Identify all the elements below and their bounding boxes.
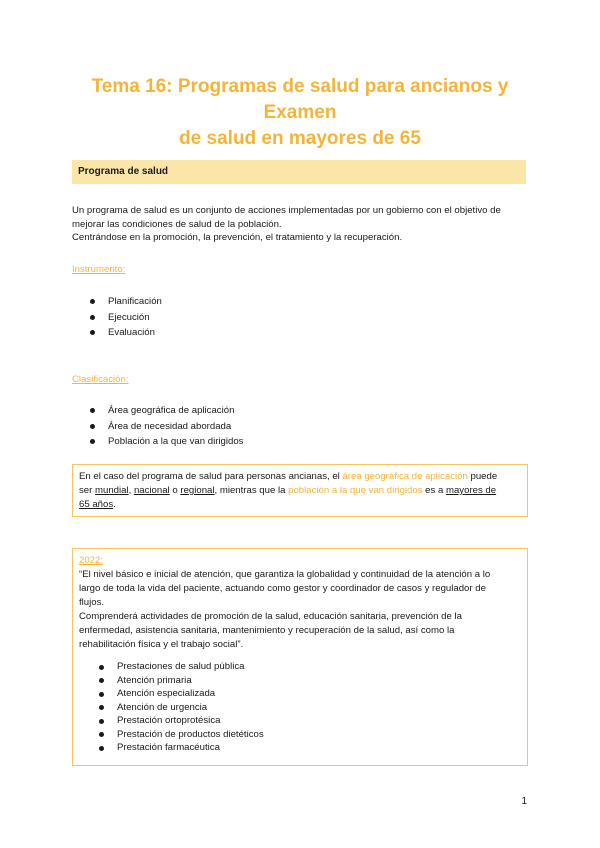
clasificacion-list: [88, 403, 243, 450]
quote-line: flujos.: [79, 597, 105, 608]
quote-box: [72, 548, 528, 766]
services-list: [97, 660, 521, 755]
box-text: .: [113, 499, 116, 510]
highlight-text: área geográfica de aplicación: [342, 471, 468, 482]
quote-line: enfermedad, asistencia sanitaria, mantenimiento y recuperación de la salud, así como la: [79, 625, 455, 636]
list-item: Prestación farmacéutica: [97, 741, 521, 755]
box-text: ,: [128, 485, 134, 496]
title-line-1: Tema 16: Programas de salud para ancianos y Examen: [91, 76, 509, 123]
quote-line: “El nivel básico e inicial de atención, que garantiza la globalidad y continuidad de la atención a lo: [79, 569, 491, 580]
underlined-text: mundial: [95, 485, 129, 496]
quote-line: rehabilitación física y el trabajo social”.: [79, 639, 244, 650]
list-item: Área geográfica de aplicación: [88, 403, 243, 419]
year-label: 2022:: [79, 555, 104, 566]
instrumento-list: [88, 294, 162, 341]
intro-paragraph: [72, 204, 532, 245]
quote-line: largo de toda la vida del paciente, actuando como gestor y coordinador de casos y regulador de: [79, 583, 486, 594]
list-item: Prestación de productos dietéticos: [97, 728, 521, 742]
intro-line-2: mejorar las condiciones de salud de la población.: [72, 218, 282, 230]
intro-line-3: Centrándose en la promoción, la prevención, el tratamiento y la recuperación.: [72, 232, 403, 243]
box-text: , mientras que la: [214, 485, 289, 496]
title-line-2: de salud en mayores de 65: [179, 128, 421, 149]
highlight-text: población a la que van dirigidos: [288, 485, 423, 496]
instrumento-label: Instrumento:: [72, 264, 126, 275]
underlined-text: nacional: [133, 485, 170, 496]
intro-line-1: Un programa de salud es un conjunto de acciones implementadas por un gobierno con el objetivo de: [72, 205, 501, 216]
page-number: 1: [521, 796, 527, 807]
list-item: Atención primaria: [97, 674, 521, 688]
quote-line: Comprenderá actividades de promoción de la salud, educación sanitaria, prevención de la: [79, 611, 462, 622]
box-text: ser: [79, 485, 95, 496]
box-text: es a: [422, 485, 446, 496]
list-item: Prestación ortoprotésica: [97, 714, 521, 728]
list-item: Atención especializada: [97, 687, 521, 701]
list-item: Prestaciones de salud pública: [97, 660, 521, 674]
section-heading: Programa de salud: [72, 160, 526, 184]
box-text: o: [169, 485, 181, 496]
list-item: Área de necesidad abordada: [88, 419, 243, 435]
list-item: Población a la que van dirigidos: [88, 434, 243, 450]
underlined-text: regional: [180, 485, 215, 496]
underlined-text: 65 años: [79, 499, 114, 510]
highlight-box: [72, 464, 528, 517]
list-item: Evaluación: [88, 325, 162, 341]
page-title: [60, 74, 540, 152]
box-text: puede: [467, 471, 498, 482]
list-item: Ejecución: [88, 310, 162, 326]
list-item: Atención de urgencia: [97, 701, 521, 715]
box-text: En el caso del programa de salud para personas ancianas, el: [79, 471, 343, 482]
underlined-text: mayores de: [445, 485, 497, 496]
clasificacion-label: Clasificación:: [72, 374, 129, 385]
list-item: Planificación: [88, 294, 162, 310]
